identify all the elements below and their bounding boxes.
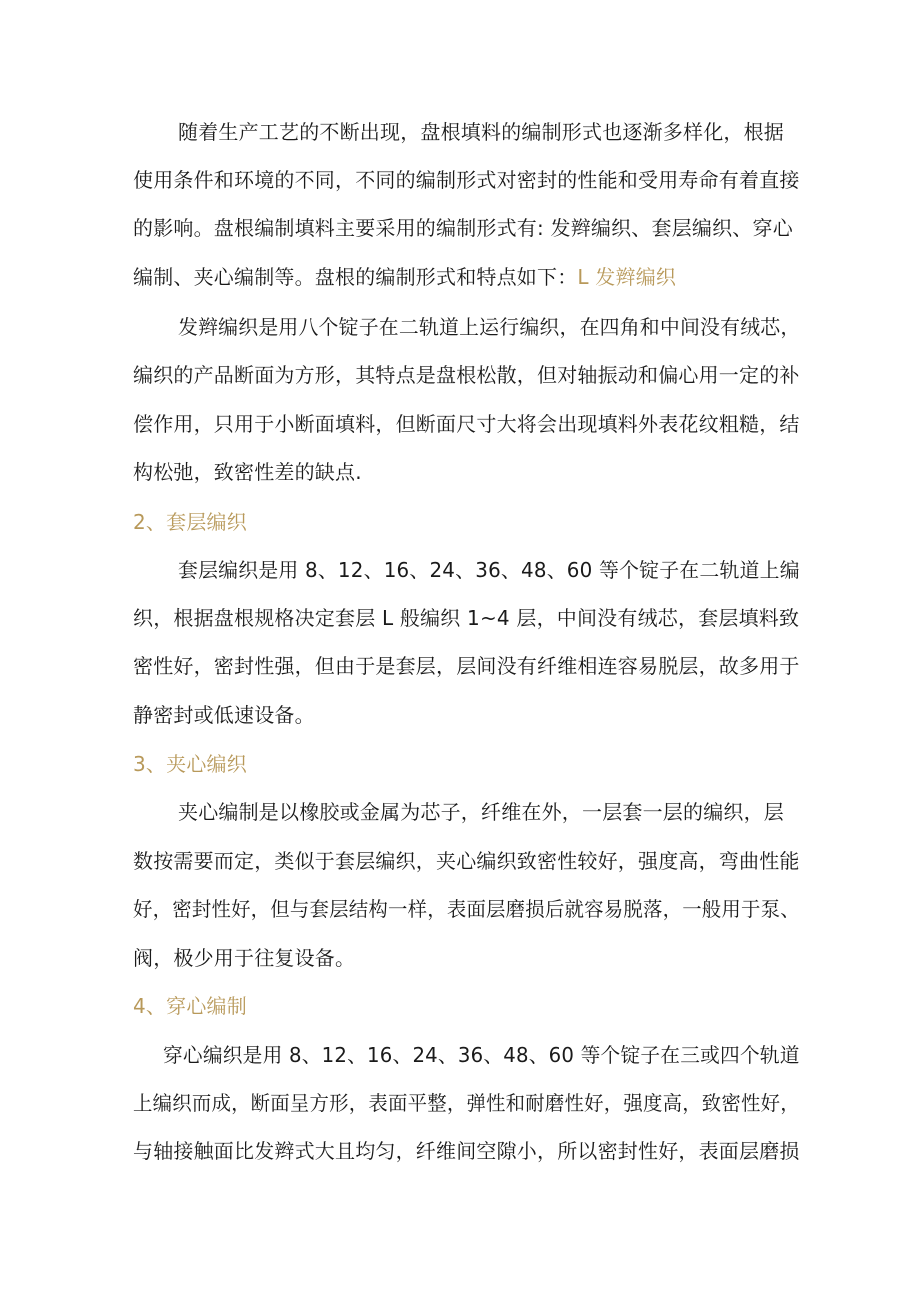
paragraph-line: 密性好，密封性强，但由于是套层，层间没有纤维相连容易脱层，故多用于	[133, 654, 800, 678]
paragraph-text: 编制、夹心编制等。盘根的编制形式和特点如下：	[133, 265, 578, 289]
paragraph-line: 好，密封性好，但与套层结构一样，表面层磨损后就容易脱落，一般用于泵、	[133, 897, 800, 921]
paragraph-line	[133, 263, 676, 291]
paragraph-line: 发辫编织是用八个锭子在二轨道上运行编织，在四角和中间没有绒芯，	[178, 315, 801, 339]
paragraph-line: 套层编织是用 8、12、16、24、36、48、60 等个锭子在二轨道上编	[178, 558, 800, 582]
paragraph-line: 静密封或低速设备。	[133, 703, 315, 727]
paragraph-line: 的影响。盘根编制填料主要采用的编制形式有: 发辫编织、套层编织、穿心	[133, 216, 793, 240]
section-heading-1: L 发辫编织	[577, 265, 677, 289]
paragraph-line: 夹心编制是以橡胶或金属为芯子，纤维在外，一层套一层的编织，层	[178, 800, 784, 824]
paragraph-line: 构松弛，致密性差的缺点.	[133, 460, 362, 484]
paragraph-line: 穿心编织是用 8、12、16、24、36、48、60 等个锭子在三或四个轨道	[163, 1043, 800, 1067]
paragraph-line: 织，根据盘根规格决定套层 L 般编织 1~4 层，中间没有绒芯，套层填料致	[133, 606, 800, 630]
paragraph-line: 随着生产工艺的不断出现，盘根填料的编制形式也逐渐多样化，根据	[178, 120, 784, 144]
paragraph-line: 阀，极少用于往复设备。	[133, 946, 356, 970]
paragraph-line: 编织的产品断面为方形，其特点是盘根松散，但对轴振动和偏心用一定的补	[133, 363, 800, 387]
paragraph-line: 上编织而成，断面呈方形，表面平整，弹性和耐磨性好，强度高，致密性好，	[133, 1091, 800, 1115]
section-heading-3: 3、夹心编织	[133, 752, 247, 776]
section-heading-2: 2、套层编织	[133, 510, 247, 534]
paragraph-line: 数按需要而定，类似于套层编织，夹心编织致密性较好，强度高，弯曲性能	[133, 849, 800, 873]
paragraph-line: 使用条件和环境的不同，不同的编制形式对密封的性能和受用寿命有着直接	[133, 168, 800, 192]
section-heading-4: 4、穿心编制	[133, 994, 247, 1018]
paragraph-line: 与轴接触面比发辫式大且均匀，纤维间空隙小，所以密封性好，表面层磨损	[133, 1139, 800, 1163]
paragraph-line: 偿作用，只用于小断面填料，但断面尺寸大将会出现填料外表花纹粗糙，结	[133, 412, 800, 436]
